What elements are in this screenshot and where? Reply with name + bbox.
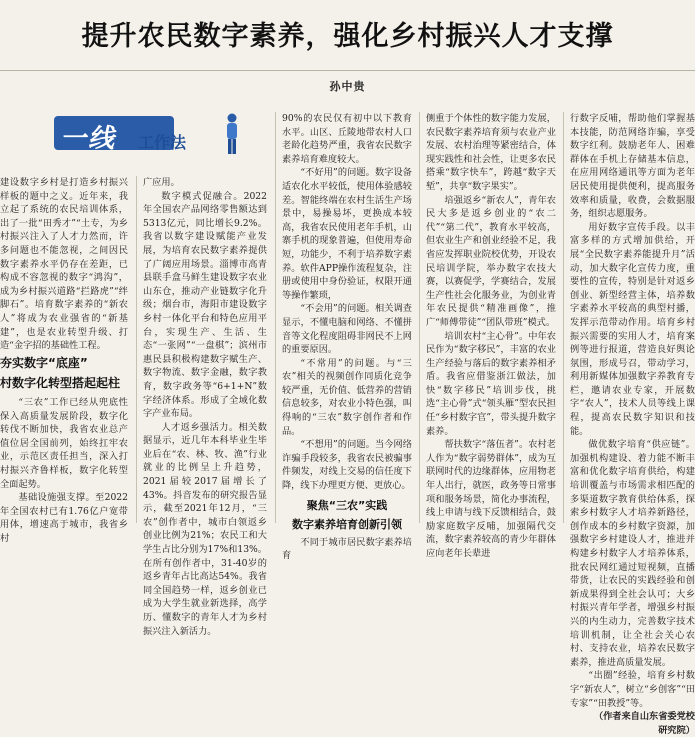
headline: 提升农民数字素养，强化乡村振兴人才支撑 [81, 21, 614, 52]
col3-subhead-2: 数字素养培育创新引领 [292, 518, 402, 532]
col2-paragraph-1: 广应用。 [143, 177, 180, 188]
column-divider [563, 112, 564, 523]
section-banner [46, 112, 246, 160]
column-2 [143, 176, 267, 637]
col2-paragraph-3: 人才返乡强活力。相关数据显示，近几年本科毕业生毕业后在“农、林、牧、渔”行业就业的比例呈上升趋势，2021届较2017届增长了43%。抖音发布的研究报告显示，截至2021年12月，“三农”创作者中，城市白领返乡创业比例为21%；农民工和大学生占比分别为17%和13%。在所有创作者中，31-40岁的返乡青年占比高达54%。我省同全国趋势一样，返乡创业已成为大学生就业新选择，高学历、懂数字的青年人才为乡村振兴注入新活力。 [143, 421, 267, 637]
col5-paragraph-4: “出圈”经验，培育乡村数字“新农人”，树立“乡创客”“田专家”“田教授”等。 [570, 670, 695, 709]
col1-paragraph-1: 建设数字乡村是打造乡村振兴样板的题中之义。近年来，我立起了系统的农民培训体系，出了一批“田秀才”“土专，为乡村振兴注入了人才力然而，许多问题也不能忽视，之间因民数字素养水平仍存在差距，已构成不容忽视的数字“鸿沟”，成为乡村振兴道路“拦路虎”“绊脚石”。培育数字素养的“新农人”将成为农业强省的“新基建”，也是农业转型升级、打造“金字招的基础性工程。 [0, 177, 128, 352]
col5-paragraph-2: 用好数字宣传手段。以丰富多样的方式增加供给，开展“全民数字素养能提升月”活动，加大数字化宣传力度，重要性的宣传，特别是针对返乡创业、新型经营主体，培养数字素养水平较高的典型村播，发挥示范带动作用。培育乡村振兴需要的实用人才，培育案例等进行报道，营造良好舆论氛围，形成号召，带动学习，利用新媒体加强数字养教育专栏，邀请农业专家，开展数字“农人”，技术人员等线上课程，提高农民数字知识和技能。 [570, 221, 695, 437]
column-divider [136, 176, 137, 523]
column-divider [275, 112, 276, 523]
col4-paragraph-4: 帮扶数字“落伍者”。农村老人作为“数字弱势群体”，成为互联网时代的边缘群体，应用物老年人出行，就医，政务等日常事项和服务场景，简化办事流程，线上申请与线下反馈相结合，鼓励家庭数字反哺，加强隔代交流，数字素养较高的青少年群体应向老年长辈进 [426, 439, 556, 559]
headline-rule [0, 70, 695, 71]
column-5 [570, 112, 695, 736]
col3-paragraph-2: “不好用”的问题。数字设备适农化水平较低，使用体验感较差。智能终端在农村生活生产场景中，易操易坏，更换成本较高，我省农民使用老年手机，山寨手机的现象普遍，但使用寿命短，功能少，不利于培养数字素养。软件APP操作流程复杂，注册或使用中身份验证，权限开通等操作繁琐， [282, 167, 412, 301]
col5-paragraph-3: 做优数字培育“供应链”。加强机构建设、着力能不断丰富和优化数字培育供给，构建培训覆盖与市场需求相匹配的多渠道数字教育供给体系，探索乡村数字人才培养新路径，创作成本的乡村数字资源，加强数字乡村建设人才，推进并构建乡村数字人才培养体系，批农民网红通过短视频，直播带货，让农民的实践经验和创新成果得到全社会认可；大乡村振兴青年学者，增强乡村振兴的内生动力，完善数字技术培训机制，让全社会关心农村、支持农业，培养农民数字素养，推进高质量发展。 [570, 439, 695, 668]
col1-paragraph-3: 基础设施强支撑。至2022年全国农村已有1.76亿户宽带用体，增速高于城市，我省乡村 [0, 492, 128, 544]
col1-paragraph-2: “三农”工作已经从兜底性保入高质量发展阶段，数字化转伐不断加快，我省农业总产值位居全国前列，始终扛牢农业，示范区责任担当，深入打村振兴齐鲁样板，数字化转型全面起势。 [0, 397, 128, 490]
col3-paragraph-5: “不想用”的问题。当今网络诈骗手段较多，我省农民被骗事件频发，对线上交易的信任度下降，线下办理更方便、更放心。 [282, 439, 412, 492]
col3-paragraph-1: 90%的农民仅有初中以下教育水平。山区、丘陵地带农村人口老龄化趋势严重，我省农民数字素养培育难度较大。 [282, 113, 412, 165]
col5-paragraph-1: 行数字反哺，帮助他们掌握基本技能，防范网络诈骗，享受数字红利。鼓励老年人、困难群体在手机上存储基本信息，在应用网络通讯等方面为老年居民使用提供便利，提高服务效率和质量，收费，会数据服务，组织志愿服务。 [570, 113, 695, 220]
banner-word-yixian: 一线 [60, 124, 117, 154]
col3-paragraph-3: “不会用”的问题。相关调查显示，不懂电脑和网络、不懂拼音等文化程度阻碍非网民不上网的重要原因。 [282, 303, 412, 356]
column-1-top [0, 176, 128, 352]
column-4 [426, 112, 556, 559]
col4-paragraph-3: 培训农村“主心骨”。中年农民作为“数字移民”，丰富的农业生产经验与落后的数字素养相矛盾。我省应借鉴浙江做法，加快“数字移民”培训步伐，挑选“主心骨”式“领头雁”型农民担任“乡村数字官”，带头提升数字素养。 [426, 330, 556, 437]
col4-paragraph-2: 培强返乡“新农人”，青年农民大多是返乡创业的“农二代”“第二代”，教育水平较高，但农业生产和创业经验不足，我省应发挥职业院校优势，开设农民培训学院，举办数字农技大赛，以赛促学，学赛结合，发展生产性社会化服务业，为创业青年农民提供“精准画像”，推广“师傅带徒”“团队带班”模式。 [426, 194, 556, 328]
person-figure-icon [221, 112, 243, 156]
author-byline: 孙中贵 [329, 80, 366, 93]
column-3 [282, 112, 412, 562]
author-attribution: （作者来自山东省委党校 研究院） [593, 711, 695, 736]
col2-paragraph-2: 数字模式促融合。2022年全国农产品网络零售额达到5313亿元，同比增长9.2%。我省以数字建设赋能产业发展，为培育农民数字素养提供了广阔应用场景。淄博市高青县联手盒马鲜生建设数字农业山东仓，推动产业链数字化升级；烟台市，海阳市建设数字乡村一体化平台和特色应用平台，实现生产、生活、生态“一张网”“一盘棋”；滨州市惠民县积极构建数字赋生产、数字物流、数字金融，数字教育，数字政务等“6+1+N”数字经济体系。形成了全域化数字产业布局。 [143, 190, 267, 420]
column-divider [419, 112, 420, 523]
col3-subhead-1: 聚焦“三农”实践 [306, 498, 388, 512]
col3-paragraph-6: 不同于城市居民数字素养培育 [282, 536, 412, 562]
banner-word-gongzuofa: 工作法 [138, 133, 187, 152]
col1-subhead-1: 夯实数字“底座” [0, 356, 88, 370]
col1-subhead-2: 村数字化转型搭起起柱 [0, 376, 121, 390]
col4-paragraph-1: 侧重于个体性的数字能力发展，农民数字素养培育须与农业产业发展、农村治理等紧密结合，体现实践性和社会性，让更多农民搭乘“数字快车”，跨越“数字天堑”，共享“数字果实”。 [426, 113, 556, 192]
col3-paragraph-4: “不常用”的问题。与“三农”相关的视频创作同质化竞争较严重，无价值、低营养的营销信息较多，对农业小特色强，叫得响的“三农”数字创作者和作品。 [282, 357, 412, 437]
column-1-bottom [0, 396, 128, 544]
